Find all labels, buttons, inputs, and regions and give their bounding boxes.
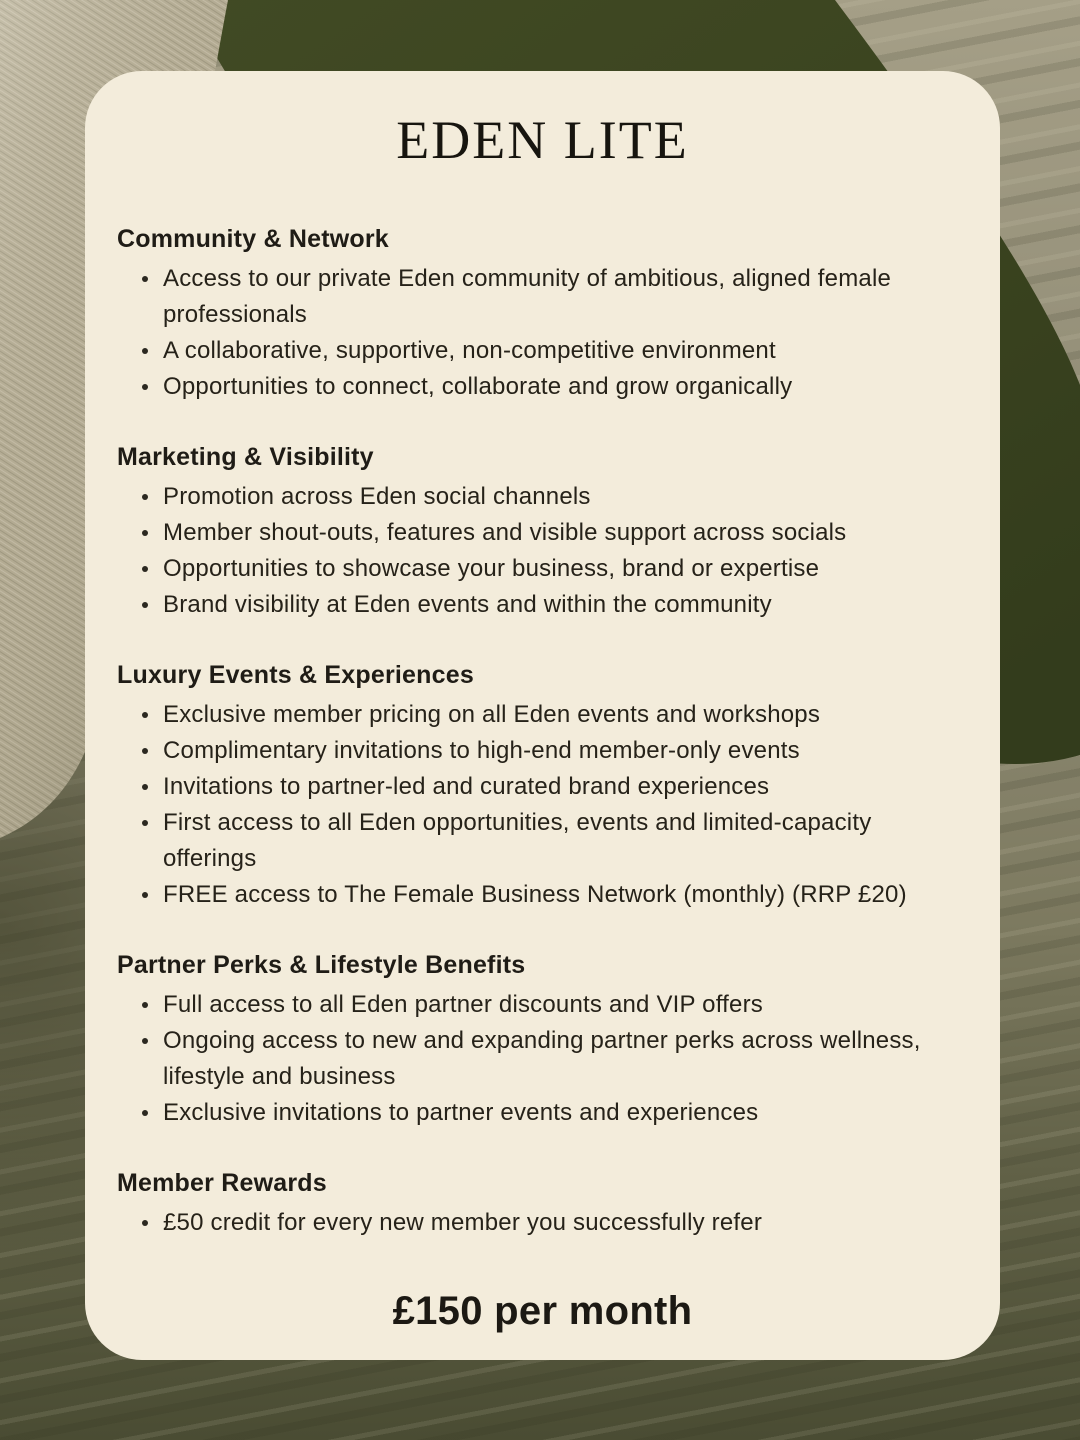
- bullet-item: A collaborative, supportive, non-competitive environment: [163, 333, 964, 369]
- bullet-item: Brand visibility at Eden events and within the community: [163, 587, 964, 623]
- bullet-list: [117, 987, 968, 1131]
- bullet-item: Complimentary invitations to high-end member-only events: [163, 733, 964, 769]
- bullet-list: [117, 697, 968, 913]
- bullet-item: Exclusive invitations to partner events and experiences: [163, 1095, 964, 1131]
- section-heading: Community & Network: [117, 225, 389, 253]
- section-heading: Luxury Events & Experiences: [117, 661, 474, 689]
- section-heading: Member Rewards: [117, 1169, 327, 1197]
- bullet-item: Opportunities to connect, collaborate and grow organically: [163, 369, 964, 405]
- bullet-item: FREE access to The Female Business Network (monthly) (RRP £20): [163, 877, 964, 913]
- benefit-section: [117, 441, 968, 623]
- bullet-item: £50 credit for every new member you successfully refer: [163, 1205, 964, 1241]
- bullet-item: First access to all Eden opportunities, events and limited-capacity offerings: [163, 805, 964, 877]
- bullet-item: Opportunities to showcase your business, brand or expertise: [163, 551, 964, 587]
- bullet-item: Member shout-outs, features and visible support across socials: [163, 515, 964, 551]
- bullet-list: [117, 1205, 968, 1241]
- bullet-item: Promotion across Eden social channels: [163, 479, 964, 515]
- benefit-section: [117, 949, 968, 1131]
- benefit-sections: [117, 223, 968, 1241]
- bullet-item: Access to our private Eden community of ambitious, aligned female professionals: [163, 261, 964, 333]
- section-heading: Marketing & Visibility: [117, 443, 374, 471]
- section-heading: Partner Perks & Lifestyle Benefits: [117, 951, 526, 979]
- bullet-list: [117, 479, 968, 623]
- benefit-section: [117, 1167, 968, 1241]
- bullet-item: Invitations to partner-led and curated brand experiences: [163, 769, 964, 805]
- bullet-item: Ongoing access to new and expanding partner perks across wellness, lifestyle and business: [163, 1023, 964, 1095]
- bullet-list: [117, 261, 968, 405]
- price-label: £150 per month: [392, 1289, 693, 1333]
- card-title: EDEN LITE: [396, 110, 689, 170]
- bullet-item: Full access to all Eden partner discounts and VIP offers: [163, 987, 964, 1023]
- bullet-item: Exclusive member pricing on all Eden events and workshops: [163, 697, 964, 733]
- benefit-section: [117, 659, 968, 913]
- membership-card: [85, 71, 1000, 1360]
- benefit-section: [117, 223, 968, 405]
